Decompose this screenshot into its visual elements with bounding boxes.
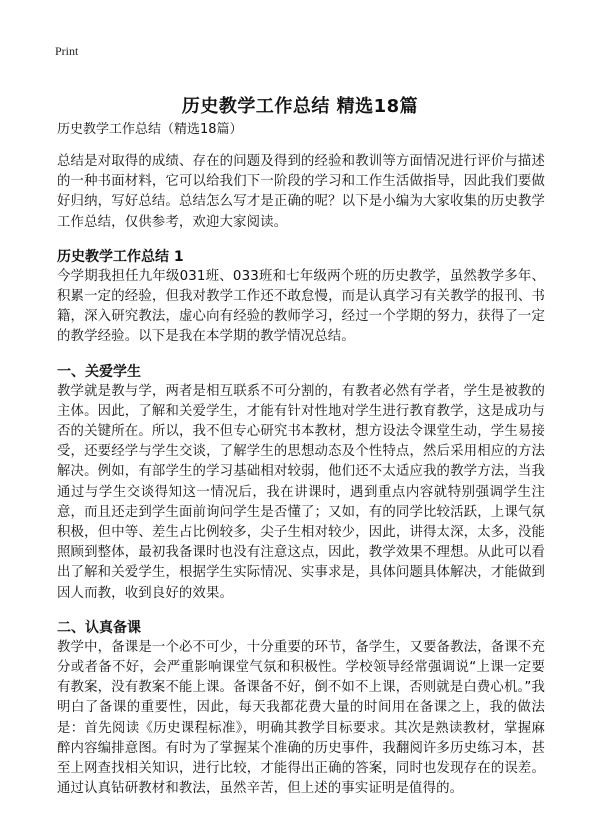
document-subtitle: 历史教学工作总结（精选18篇） (57, 122, 243, 137)
document-title: 历史教学工作总结 精选18篇 (181, 96, 419, 118)
section-heading: 历史教学工作总结 1 (57, 248, 184, 265)
part-heading-care-students: 一、关爱学生 (57, 363, 141, 380)
intro-paragraph: 总结是对取得的成绩、存在的问题及得到的经验和教训等方面情况进行评价与描述的一种书面材料，它可以给我们下一阶段的学习和工作生活做指导，因此我们要做好归纳，写好总结。总结怎么写才是正确的呢？以下是小编为大家收集的历史教学工作总结，仅供参考，欢迎大家阅读。 (57, 154, 545, 230)
document-body (57, 120, 545, 799)
section-paragraph: 今学期我担任九年级031班、033班和七年级两个班的历史教学，虽然教学多年、积累一定的经验，但我对教学工作还不敢怠慢，而是认真学习有关教学的报刊、书籍，深入研究教法，虚心向有经验的教师学习，经过一个学期的努力，获得了一定的教学经验。以下是我在本学期的教学情况总结。 (57, 268, 545, 345)
print-link[interactable]: Print (55, 44, 79, 58)
part-paragraph-prepare-lessons: 教学中，备课是一个必不可少，十分重要的环节，备学生，又要备教法，备课不充分或者备不好，会严重影响课堂气氛和积极性。学校领导经常强调说“上课一定要有教案，没有教案不能上课。备课备不好，倒不如不上课，否则就是白费心机。”我明白了备课的重要性，因此，每天我都花费大量的时间用在备课之上，我的做法是：首先阅读《历史课程标准》，明确其教学目标要求。其次是熟读教材，掌握麻醉内容编排意图。有时为了掌握某个准确的历史事件，我翻阅许多历史练习本，甚至上网查找相关知识，进行比较，才能得出正确的答案，同时也发现存在的误差。通过认真钻研教材和教法，虽然辛苦，但上述的事实证明是值得的。 (57, 639, 545, 797)
part-paragraph-care-students: 教学就是教与学，两者是相互联系不可分割的，有教者必然有学者，学生是被教的主体。因此，了解和关爱学生，才能有针对性地对学生进行教育教学，这是成功与否的关键所在。所以，我不但专心研究书本教材，想方设法令课堂生动，学生易接受，还要经学与学生交谈，了解学生的思想动态及个性特点，然后采用相应的方法解决。例如，有部学生的学习基础相对较弱，他们还不太适应我的教学方法，当我通过与学生交谈得知这一情况后，我在讲课时，遇到重点内容就特别强调学生注意，而且还走到学生面前询问学生是否懂了；又如，有的同学比较活跃，上课气氛积极，但中等、差生占比例较多，尖子生相对较少，因此，讲得太深，太多，没能照顾到整体，最初我备课时也没有注意这点，因此，教学效果不理想。从此可以看出了解和关爱学生，根据学生实际情况、实事求是，具体问题具体解决，才能做到因人而教，收到良好的效果。 (57, 383, 545, 601)
part-heading-prepare-lessons: 二、认真备课 (57, 619, 141, 636)
